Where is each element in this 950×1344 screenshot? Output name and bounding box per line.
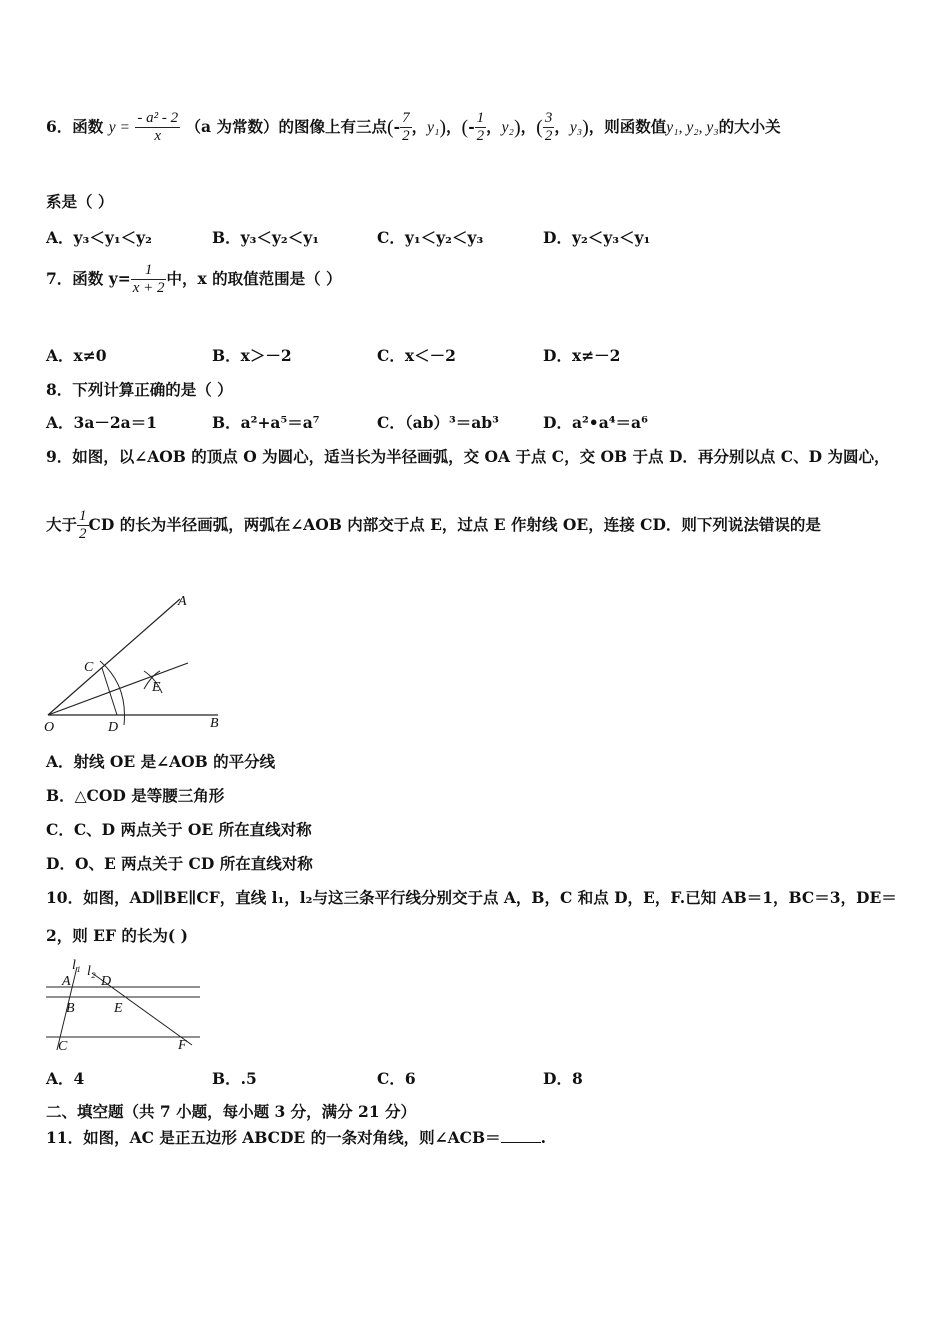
q6-point2-x: $\frac{1}{2}$ [476,110,485,145]
segment-cd [102,668,117,715]
q7-fraction: $\frac{1}{x + 2}$ [132,262,165,297]
q9-line1: 9．如图，以∠AOB 的顶点 O 为圆心，适当长为半径画弧，交 OA 于点 C，交 OB 于点 D．再分别以点 C、D 为圆心， [46,447,890,466]
q6-post: ，则函数值 [588,116,667,136]
q7-post: 中，x 的取值范围是（ ） [166,268,342,288]
q6-number: 6． [46,116,73,136]
label-c: C [58,1039,68,1054]
q6-option-d: D．y₂＜y₃＜y₁ [543,228,651,247]
q6-option-a: A．y₃＜y₁＜y₂ [46,228,152,247]
q6-point3-y: y₃ [569,118,583,136]
q11-end: . [540,1128,546,1147]
q9-fraction: $\frac{1}{2}$ [79,508,87,543]
q9-pre: 大于 [46,514,78,534]
q7-option-d: D．x≠－2 [543,346,621,365]
q9-option-a: A．射线 OE 是∠AOB 的平分线 [46,752,276,771]
q10-option-a: A．4 [46,1069,85,1088]
ray-oe [48,663,188,715]
q7-option-b: B．x＞－2 [212,346,292,365]
q6-option-b: B．y₃＜y₂＜y₁ [212,228,319,247]
label-a: A [62,974,71,989]
q10-option-b: B．.5 [212,1069,257,1088]
q7-line [46,262,342,298]
label-f: F [178,1038,187,1053]
q6-func-lhs: y = [108,118,130,136]
q11-answer-blank[interactable] [501,1142,541,1143]
q6-values: y₁, y₂, y₃ [666,118,719,136]
q10-parallel-figure [40,955,205,1055]
q9-line2 [46,508,821,544]
q8-option-d: D．a²•a⁴＝a⁶ [543,413,648,432]
label-l2: l₂ [87,964,96,979]
q11-text: 11．如图，AC 是正五边形 ABCDE 的一条对角线，则∠ACB＝ [46,1128,501,1147]
q6-note: （a 为常数）的图像上有三点 [185,116,387,136]
section-fill-in-title: 二、填空题（共 7 小题，每小题 3 分，满分 21 分） [46,1102,417,1121]
q6-point2-y: y₂ [501,118,514,136]
q9-option-d: D．O、E 两点关于 CD 所在直线对称 [46,854,313,873]
q8-option-a: A．3a－2a＝1 [46,413,157,432]
q10-line1: 10．如图，AD∥BE∥CF，直线 l₁，l₂与这三条平行线分别交于点 A，B，C 和点 D，E，F.已知 AB＝1，BC＝3，DE＝ [46,888,897,907]
q11-line [46,1126,546,1148]
q6-line1: 6．函数 y = $\frac{\text{- a² - 2}}{x}$ （a 为常数）的图像上有三点(- $\frac{7}{2}$ ，y₁)，(- $\frac{1}{2}$ ，y₂)，( $\frac{3}{2}$ ，y₃)，则函数值y₁, y₂, y₃的大小关 [46,110,781,145]
q8-option-c: C．（ab）³＝ab³ [377,413,499,432]
q6-func-fraction: $\frac{\text{- a² - 2}}{x}$ [137,110,179,145]
q7-pre: 函数 y= [72,268,131,288]
q9-option-b: B．△COD 是等腰三角形 [46,786,225,805]
label-e: E [114,1001,123,1016]
label-l1: l₁ [72,958,81,973]
q8-stem: 8．下列计算正确的是（ ） [46,380,233,399]
q10-line2: 2，则 EF 的长为( ) [46,926,188,945]
q7-option-c: C．x＜－2 [377,346,456,365]
q6-point3-x: $\frac{3}{2}$ [544,110,553,145]
q7-number: 7． [46,268,73,288]
q10-option-c: C．6 [377,1069,416,1088]
ray-oa [48,599,180,715]
label-b: B [210,716,219,731]
q6-tail: 的大小关 [718,116,781,136]
label-b: B [66,1001,75,1016]
q9-text: CD 的长为半径画弧，两弧在∠AOB 内部交于点 E，过点 E 作射线 OE，连接 CD．则下列说法错误的是 [88,514,821,534]
q6-line2: 系是（ ） [46,192,114,211]
label-o: O [44,720,55,735]
label-a: A [178,594,187,609]
label-e: E [152,680,161,695]
q6-point1-x: $\frac{7}{2}$ [402,110,410,145]
q10-option-d: D．8 [543,1069,583,1088]
q6-point1-y: y₁ [427,118,440,136]
q8-option-b: B．a²+a⁵＝a⁷ [212,413,320,432]
q9-angle-figure [40,585,240,740]
label-d: D [101,974,112,989]
q6-option-c: C．y₁＜y₂＜y₃ [377,228,484,247]
label-c: C [84,660,94,675]
q9-option-c: C．C、D 两点关于 OE 所在直线对称 [46,820,312,839]
q7-option-a: A．x≠0 [46,346,107,365]
q6-pre: 函数 [72,116,104,136]
label-d: D [108,720,119,735]
